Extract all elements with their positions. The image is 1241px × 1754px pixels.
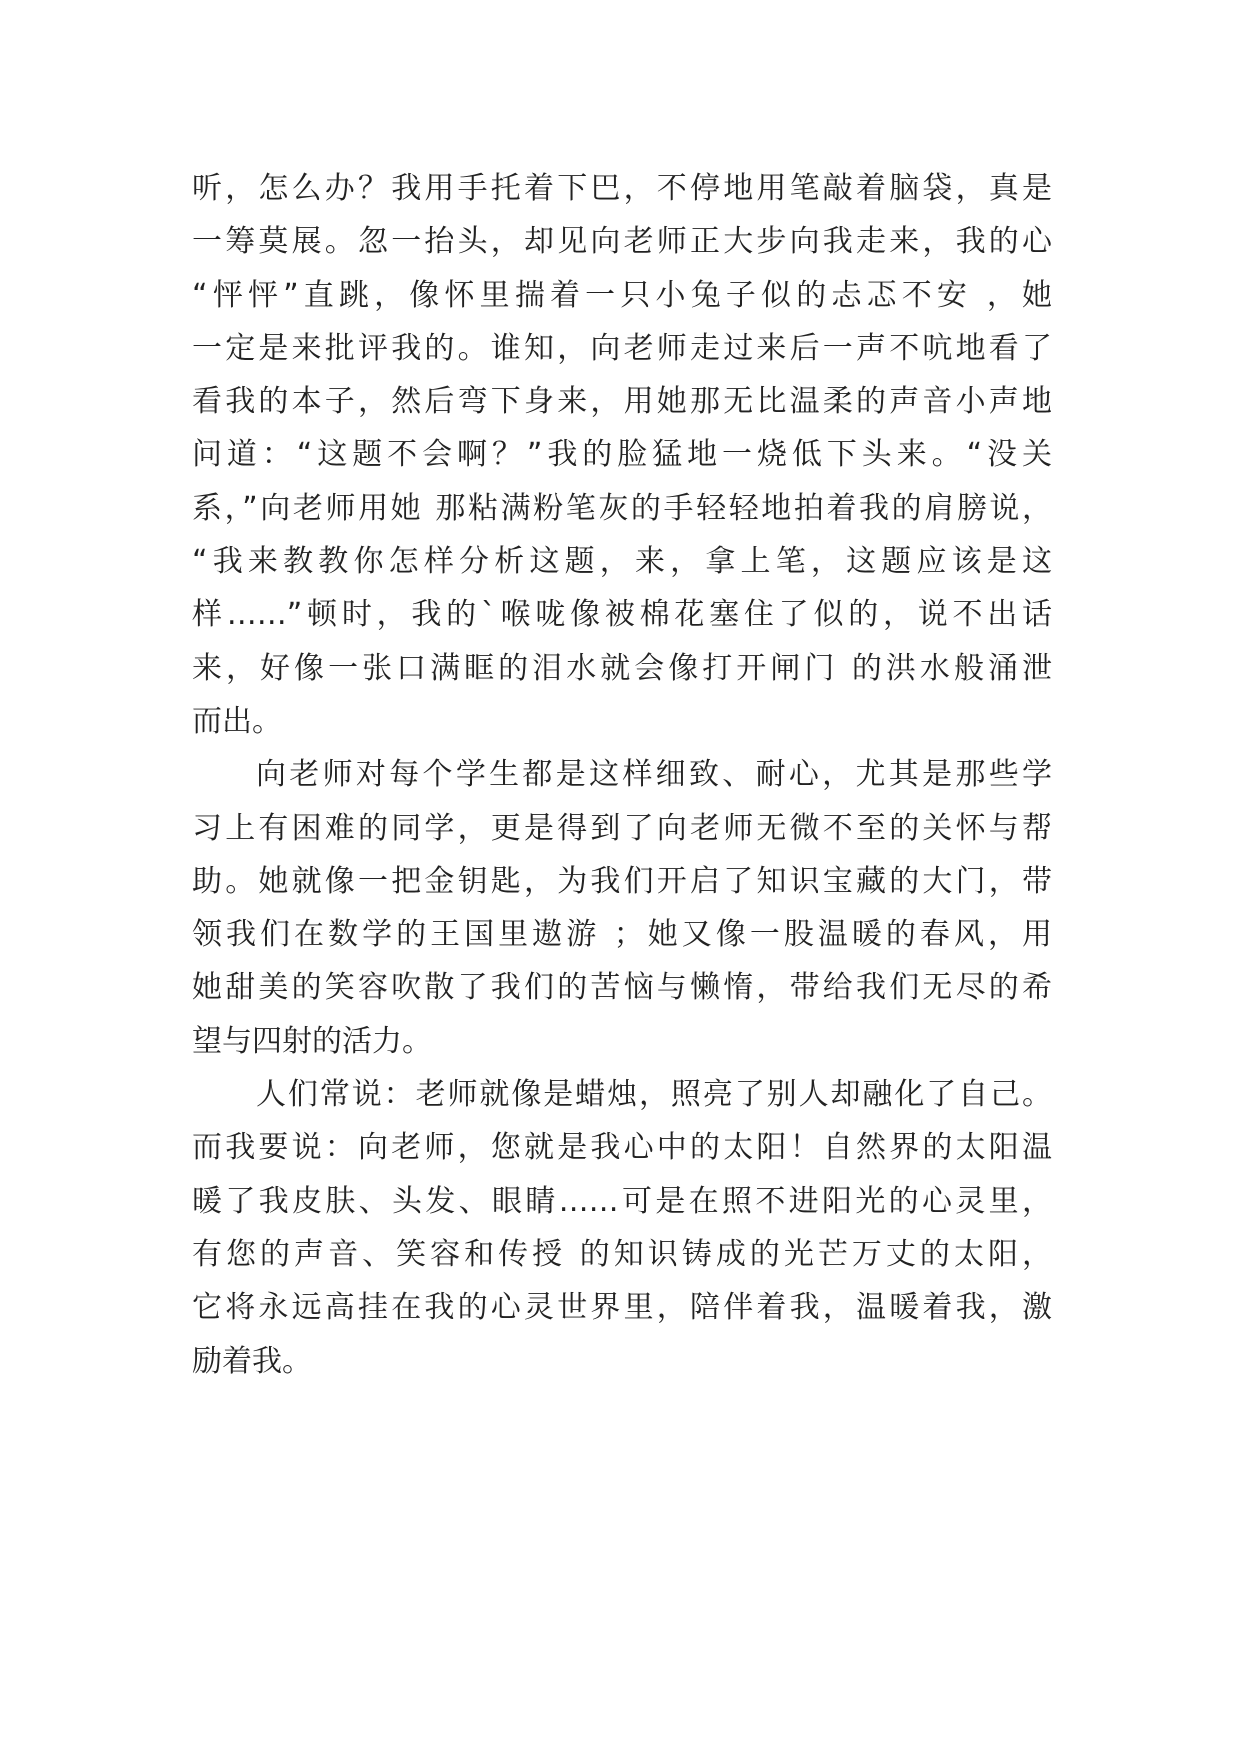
text-line: 一定是来批评我的。谁知，向老师走过来后一声不吭地看了 [192,330,1052,366]
text-line: 样……”顿时，我的`喉咙像被棉花塞住了似的，说不出话 [192,597,1052,633]
text-line: 向老师对每个学生都是这样细致、耐心，尤其是那些学 [256,757,1052,793]
text-line: 人们常说：老师就像是蜡烛，照亮了别人却融化了自己。 [256,1077,1052,1113]
text-line: 问道：“这题不会啊？”我的脸猛地一烧低下头来。“没关 [192,437,1052,473]
text-line: “怦怦”直跳，像怀里揣着一只小兔子似的忐忑不安 ，她 [192,277,1052,313]
text-line: “我来教教你怎样分析这题，来，拿上笔，这题应该是这 [192,544,1052,580]
text-line: 励着我。 [192,1343,312,1379]
text-line: 她甜美的笑容吹散了我们的苦恼与懒惰，带给我们无尽的希 [192,970,1052,1006]
text-line: 领我们在数学的王国里遨游 ；她又像一股温暖的春风，用 [192,917,1052,953]
text-line: 听，怎么办？我用手托着下巴，不停地用笔敲着脑袋，真是 [192,171,1052,206]
text-line: 暖了我皮肤、头发、眼睛……可是在照不进阳光的心灵里， [192,1183,1052,1219]
text-line: 系，”向老师用她 那粘满粉笔灰的手轻轻地拍着我的肩膀说， [192,490,1052,526]
text-line: 助。她就像一把金钥匙，为我们开启了知识宝藏的大门，带 [192,863,1052,899]
text-line: 有您的声音、笑容和传授 的知识铸成的光芒万丈的太阳， [192,1236,1052,1272]
text-line: 习上有困难的同学，更是得到了向老师无微不至的关怀与帮 [192,810,1052,846]
text-line: 看我的本子，然后弯下身来，用她那无比温柔的声音小声地 [192,384,1052,420]
text-line: 望与四射的活力。 [192,1023,432,1059]
text-line: 而出。 [192,703,282,739]
text-line: 而我要说：向老师，您就是我心中的太阳！自然界的太阳温 [192,1130,1052,1166]
text-line: 来，好像一张口满眶的泪水就会像打开闸门 的洪水般涌泄 [192,650,1052,686]
body-text [192,162,1052,1388]
text-line: 它将永远高挂在我的心灵世界里，陪伴着我，温暖着我，激 [192,1290,1052,1326]
text-line: 一筹莫展。忽一抬头，却见向老师正大步向我走来，我的心 [192,224,1052,260]
